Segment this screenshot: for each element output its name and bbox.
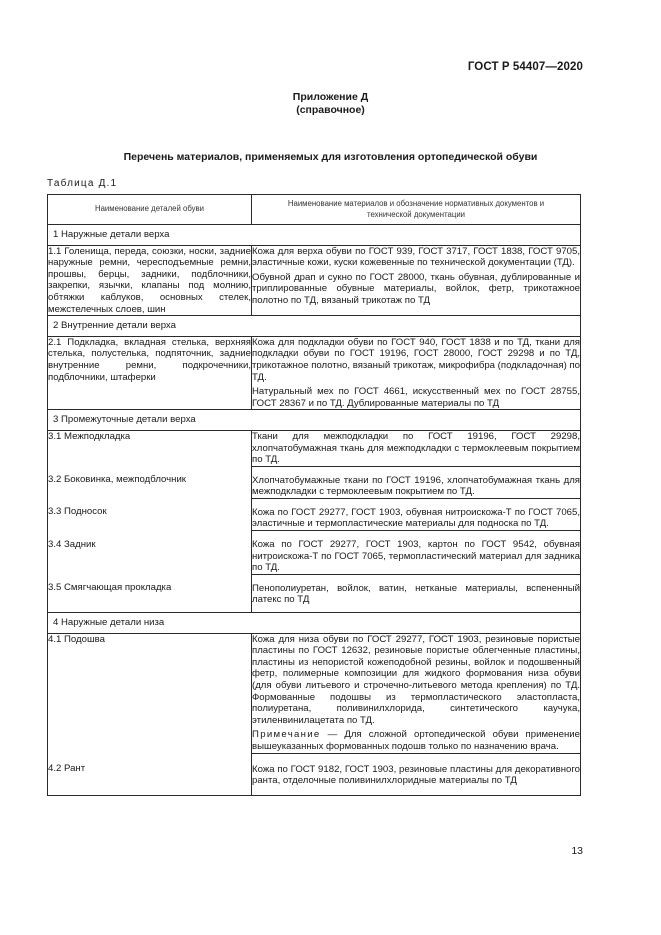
appendix-type: (справочное)	[296, 104, 365, 116]
materials-table	[47, 194, 581, 796]
part-cell	[48, 753, 252, 795]
part-cell	[48, 245, 252, 316]
section-row	[48, 410, 581, 431]
section-row	[48, 316, 581, 337]
part-cell	[48, 531, 252, 575]
table-row	[48, 245, 581, 316]
table-row	[48, 466, 581, 498]
table-row	[48, 531, 581, 575]
part-text: 3.5 Смягчающая прокладка	[48, 582, 172, 594]
header-parts: Наименование деталей обуви	[48, 195, 252, 225]
part-cell	[48, 498, 252, 530]
materials-cell	[252, 633, 581, 753]
standard-designation: ГОСТ Р 54407—2020	[467, 61, 583, 73]
materials-cell	[252, 336, 581, 410]
part-cell	[48, 430, 252, 466]
materials-text: Кожа для подкладки обуви по ГОСТ 940, ГОСТ 1838 и по ТД, ткани для подкладки обуви по ГОСТ 19196, ГОСТ 28000, ГОСТ 29298 и по ТД, трикотажное полотно, вязаный трикотаж, микрофибра (подкладочная) по ТД.	[252, 336, 580, 383]
part-text: 3.1 Межподкладка	[48, 430, 131, 442]
table-row	[48, 498, 581, 530]
materials-text: Ткани для межподкладки по ГОСТ 19196, ГОСТ 29298, хлопчатобумажная ткань для межподкладки с термоклеевым покрытием по ТД.	[252, 430, 580, 466]
section-row	[48, 225, 581, 246]
materials-cell	[252, 466, 581, 498]
materials-text: Кожа для низа обуви по ГОСТ 29277, ГОСТ 1903, резиновые пористые пластины по ГОСТ 12632, резиновые пористые облегченные пластины, пластины из непористой кожеподобной резины, войлок и подошвенный фетр, полимерные композиции для жидкого формования низа обуви (для обуви литьевого и строчечно-литьевого метода крепления) по ТД. Формованные подошвы из термопластического эластопласта, полиуретана, поливинилхлорида, синтетического каучука, этиленвинилацетата по ТД.	[252, 633, 580, 726]
materials-text: Кожа по ГОСТ 9182, ГОСТ 1903, резиновые пластины для декоративного ранта, отделочные поливинилхлоридные материалы по ТД	[252, 763, 580, 787]
appendix-heading	[0, 91, 661, 117]
materials-cell	[252, 430, 581, 466]
materials-text: Пенополиуретан, войлок, ватин, нетканые материалы, вспененный латекс по ТД	[252, 582, 580, 606]
part-text: 1.1 Голенища, переда, союзки, носки, задние наружные ремни, чересподъемные ремни, прошвы, берцы, задники, подблочники, закрепки, язычки, клапаны под молнию, обтяжки каблуков, основных стелек, межстелечных слоев, шин	[48, 245, 251, 315]
table-row	[48, 753, 581, 795]
section-title: 3 Промежуточные детали верха	[48, 410, 581, 431]
table-row	[48, 336, 581, 410]
note-text: — Для сложной ортопедической обуви применение вышеуказанных формованных подошв только по назначению врача.	[252, 729, 580, 752]
materials-cell	[252, 753, 581, 795]
note	[252, 729, 580, 752]
materials-text: Натуральный мех по ГОСТ 4661, искусственный мех по ГОСТ 28755, ГОСТ 28367 и по ТД. Дублированные материалы по ТД	[252, 386, 580, 409]
materials-cell	[252, 574, 581, 612]
page-number: 13	[571, 845, 583, 857]
table-row	[48, 574, 581, 612]
header-materials: Наименование материалов и обозначение нормативных документов и технической документации	[252, 195, 581, 225]
note-lead: Примечание	[252, 729, 321, 741]
document-title: Перечень материалов, применяемых для изготовления ортопедической обуви	[123, 151, 538, 163]
materials-cell	[252, 245, 581, 316]
table-header-row	[48, 195, 581, 225]
section-row	[48, 613, 581, 634]
part-text: 3.4 Задник	[48, 538, 96, 550]
materials-text: Кожа по ГОСТ 29277, ГОСТ 1903, картон по ГОСТ 9542, обувная нитроискожа-Т по ГОСТ 7065, термопластический материал для задника по ТД.	[252, 539, 580, 574]
materials-text: Кожа по ГОСТ 29277, ГОСТ 1903, обувная нитроискожа-Т по ГОСТ 7065, эластичные и термопластические материалы для подноска по ТД.	[252, 506, 580, 530]
materials-text: Хлопчатобумажные ткани по ГОСТ 19196, хлопчатобумажная ткань для межподкладки с термоклеевым покрытием по ТД.	[252, 474, 580, 498]
part-cell	[48, 336, 252, 410]
part-text: 2.1 Подкладка, вкладная стелька, верхняя стелька, полустелька, подпяточник, задние внутренние ремни, подкрочечники, подблочники, штаферки	[48, 336, 251, 383]
materials-cell	[252, 498, 581, 530]
part-text: 4.2 Рант	[48, 763, 86, 775]
part-cell	[48, 466, 252, 498]
part-cell	[48, 633, 252, 753]
table-label: Таблица Д.1	[47, 178, 118, 189]
part-text: 4.1 Подошва	[48, 633, 105, 645]
materials-cell	[252, 531, 581, 575]
part-cell	[48, 574, 252, 612]
materials-text: Кожа для верха обуви по ГОСТ 939, ГОСТ 3717, ГОСТ 1838, ГОСТ 9705, эластичные кожи, куски кожевенные по технической документации (ТД).	[252, 245, 580, 269]
table-row	[48, 430, 581, 466]
section-title: 2 Внутренние детали верха	[48, 316, 581, 337]
section-title: 4 Наружные детали низа	[48, 613, 581, 634]
materials-text: Обувной драп и сукно по ГОСТ 28000, ткань обувная, дублированные и триплированные обувные материалы, войлок, фетр, трикотажное полотно по ТД, вязаный трикотаж по ТД	[252, 271, 580, 306]
section-title: 1 Наружные детали верха	[48, 225, 581, 246]
part-text: 3.3 Подносок	[48, 506, 107, 518]
table-row	[48, 633, 581, 753]
part-text: 3.2 Боковинка, межподблочник	[48, 474, 187, 486]
appendix-name: Приложение Д	[292, 91, 369, 103]
